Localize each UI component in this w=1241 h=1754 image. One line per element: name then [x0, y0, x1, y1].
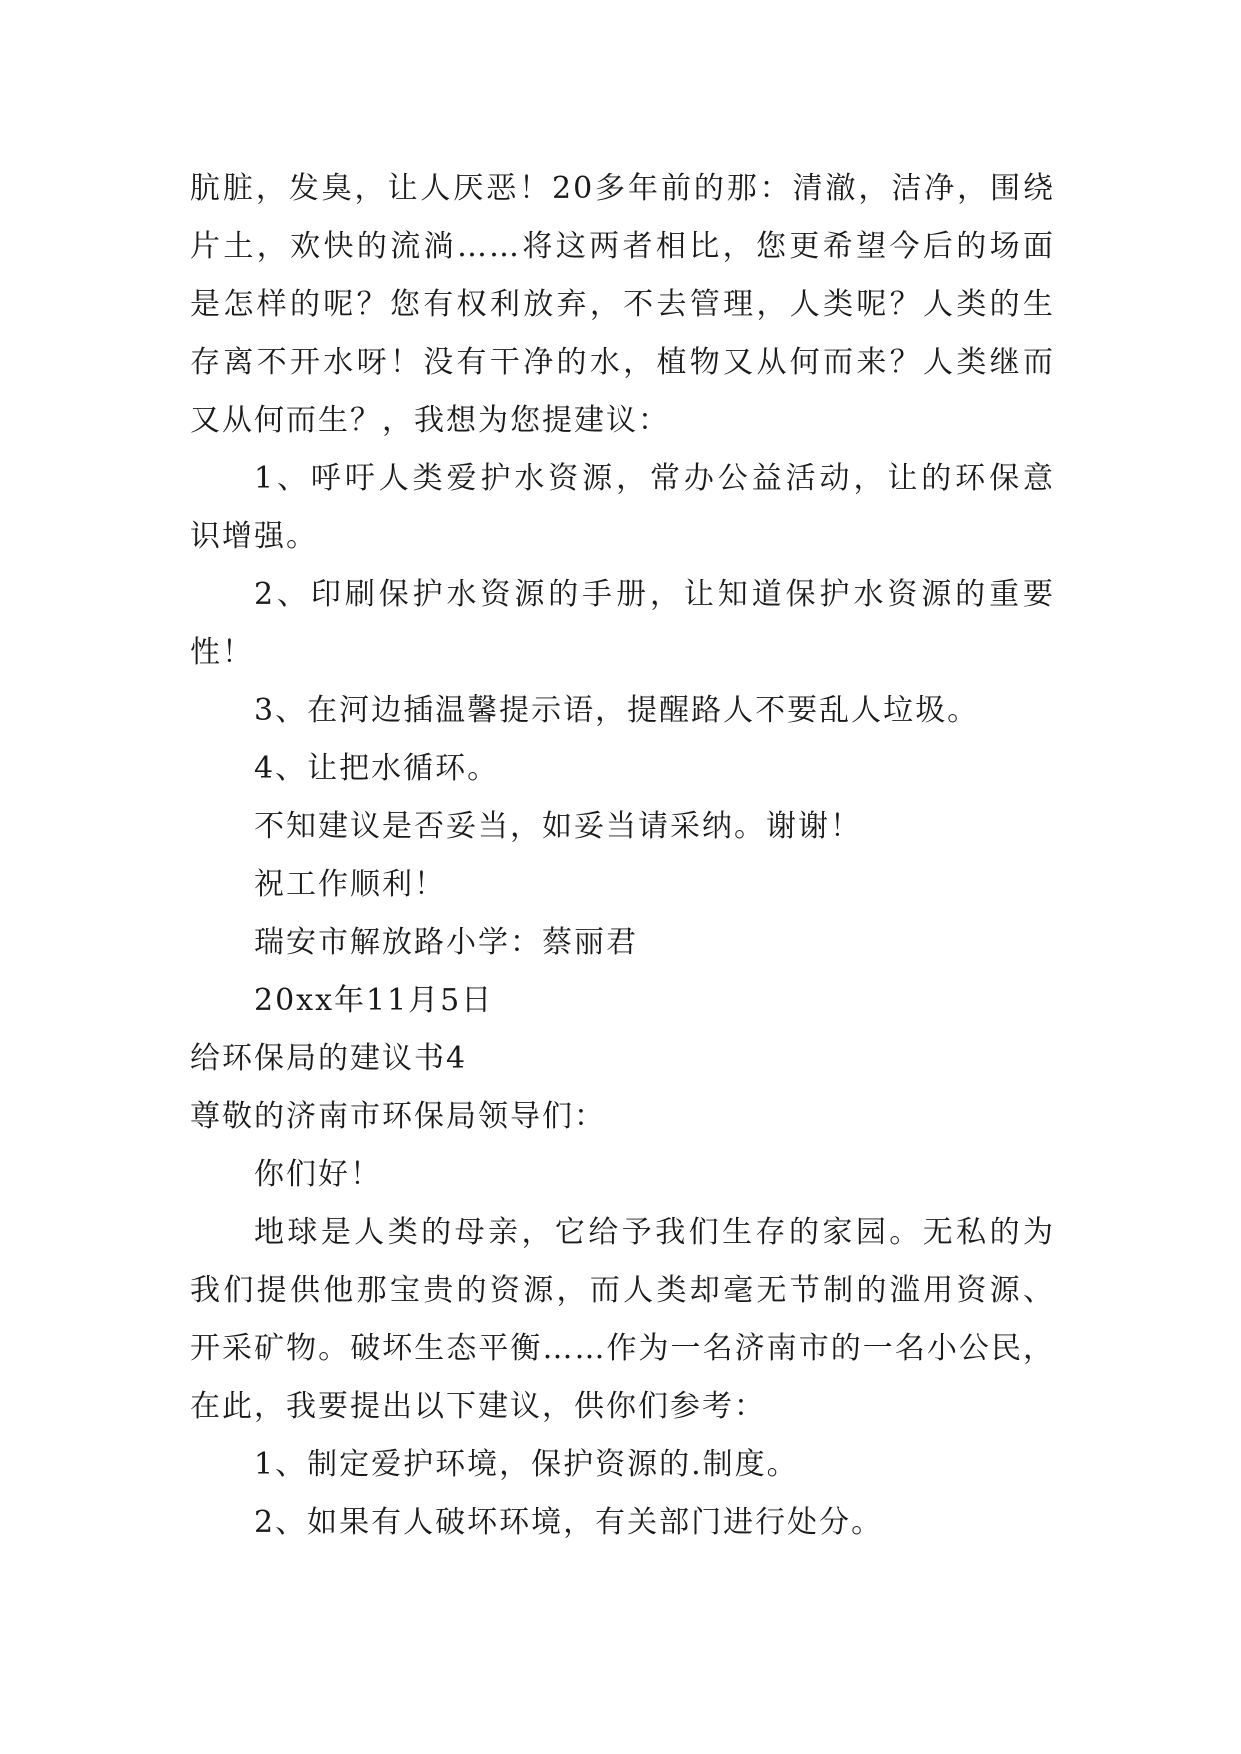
- salutation: 尊敬的济南市环保局领导们：: [190, 1099, 606, 1134]
- body-line: 肮脏，发臭，让人厌恶！20多年前的那：清澈，洁净，围绕: [190, 171, 1055, 206]
- body-line: 我们提供他那宝贵的资源，而人类却毫无节制的滥用资源、: [190, 1273, 1055, 1308]
- suggestion-item: 3、在河边插温馨提示语，提醒路人不要乱人垃圾。: [254, 693, 980, 728]
- suggestion-item: 2、如果有人破坏环境，有关部门进行处分。: [254, 1505, 884, 1540]
- suggestion-item: 1、制定爱护环境，保护资源的.制度。: [254, 1447, 799, 1482]
- body-line: 性！: [190, 635, 254, 670]
- closing-line: 不知建议是否妥当，如妥当请采纳。谢谢！: [254, 809, 862, 844]
- signature: 瑞安市解放路小学：蔡丽君: [254, 925, 638, 960]
- body-line: 开采矿物。破坏生态平衡……作为一名济南市的一名小公民，: [190, 1331, 1055, 1366]
- body-line: 在此，我要提出以下建议，供你们参考：: [190, 1389, 766, 1424]
- suggestion-item: 2、印刷保护水资源的手册，让知道保护水资源的重要: [254, 577, 1055, 612]
- greeting: 你们好！: [254, 1157, 382, 1192]
- body-line: 地球是人类的母亲，它给予我们生存的家园。无私的为: [254, 1215, 1055, 1250]
- section-title: 给环保局的建议书4: [190, 1041, 468, 1076]
- body-line: 存离不开水呀！没有干净的水，植物又从何而来？人类继而: [190, 345, 1055, 380]
- document-body: [190, 160, 1055, 1552]
- body-line: 片土，欢快的流淌……将这两者相比，您更希望今后的场面: [190, 229, 1055, 264]
- suggestion-item: 4、让把水循环。: [254, 751, 500, 786]
- closing-wish: 祝工作顺利！: [254, 867, 446, 902]
- body-line: 是怎样的呢？您有权利放弃，不去管理，人类呢？人类的生: [190, 287, 1055, 322]
- suggestion-item: 1、呼吁人类爱护水资源，常办公益活动，让的环保意: [254, 461, 1055, 496]
- body-line: 又从何而生？，我想为您提建议：: [190, 403, 670, 438]
- body-line: 识增强。: [190, 519, 318, 554]
- date: 20xx年11月5日: [254, 983, 494, 1018]
